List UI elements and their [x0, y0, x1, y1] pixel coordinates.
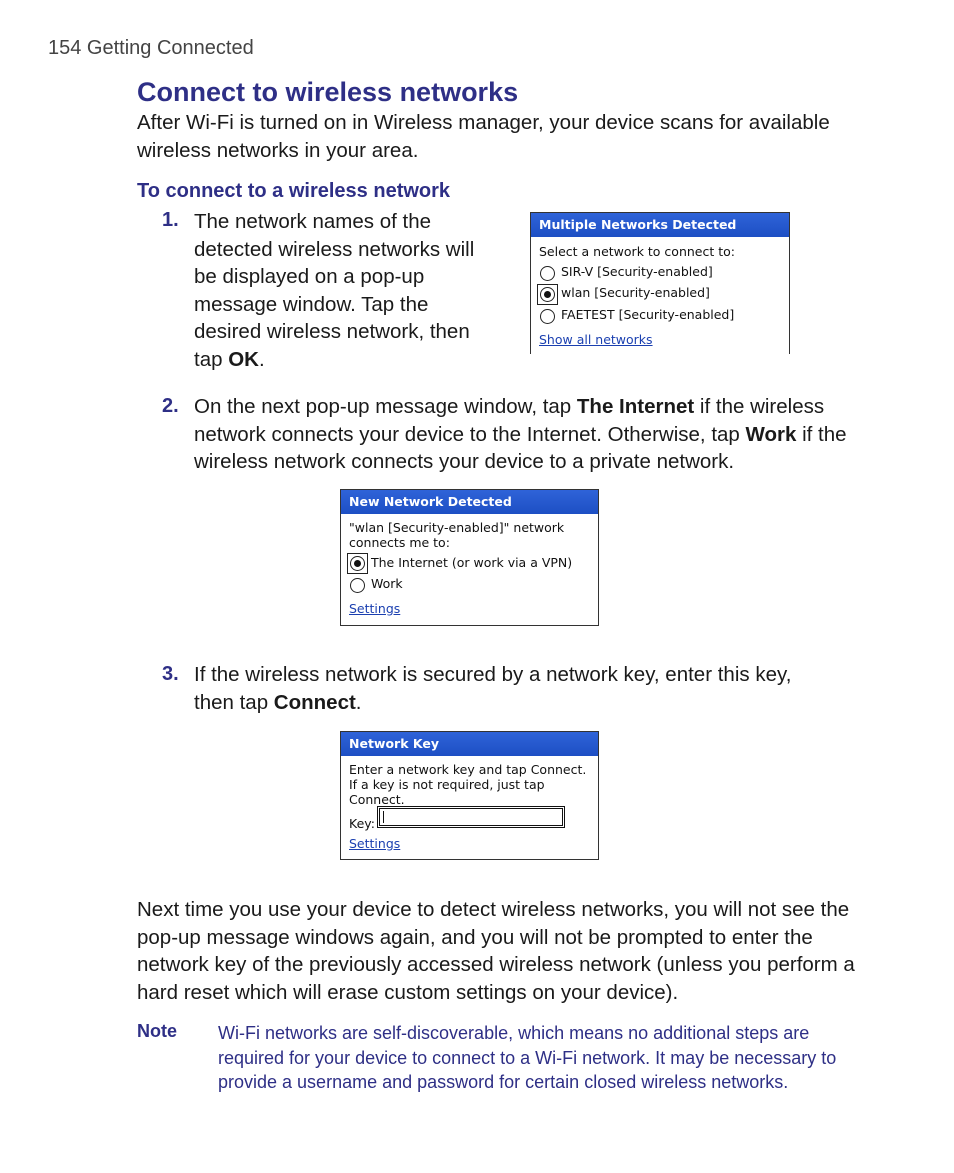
step-1-bold: OK: [228, 347, 259, 371]
network-key-dialog: [340, 731, 599, 860]
new-network-dialog: [340, 489, 599, 626]
dialog-prompt: Select a network to connect to:: [539, 244, 735, 259]
multiple-networks-dialog: [530, 212, 790, 354]
step-1-number: 1.: [162, 209, 179, 231]
procedure-heading: To connect to a wireless network: [137, 180, 451, 202]
radio-work[interactable]: [350, 578, 365, 593]
option-label: Work: [371, 576, 403, 591]
intro-paragraph: After Wi-Fi is turned on in Wireless manager, your device scans for available wireless networks in your area.: [137, 111, 830, 162]
show-all-networks-link[interactable]: Show all networks: [539, 332, 653, 347]
radio-wlan-selected[interactable]: [540, 287, 555, 302]
settings-link[interactable]: Settings: [349, 601, 401, 616]
dialog-title: New Network Detected: [341, 490, 598, 514]
dialog-prompt: "wlan [Security-enabled]" network connects me to:: [349, 520, 565, 550]
option-label: FAETEST [Security-enabled]: [561, 307, 735, 322]
dialog-title: Network Key: [341, 732, 598, 756]
step-3-text-b: .: [355, 690, 362, 714]
step-2-bold-a: The Internet: [576, 395, 695, 418]
key-input[interactable]: [377, 806, 565, 828]
running-head: 154 Getting Connected: [48, 37, 254, 59]
note-text: Wi-Fi networks are self-discoverable, which means no additional steps are required for your device to connect to a Wi-Fi network. It may be necessary to provide a username and password for certain closed wireless networks.: [218, 1023, 837, 1092]
step-2-text: [194, 393, 864, 476]
step-2-bold-b: Work: [745, 422, 797, 446]
closing-paragraph: Next time you use your device to detect wireless networks, you will not see the pop-up message windows again, and you will not be prompted to enter the network key of the previously accessed wireless network (unless you perform a hard reset which will erase custom settings on your device).: [137, 898, 855, 1004]
key-label: Key:: [349, 816, 375, 831]
step-3-bold: Connect: [273, 690, 356, 714]
settings-link[interactable]: Settings: [349, 836, 401, 851]
step-1-text-b: .: [258, 347, 265, 371]
step-2-text-b: if the wireless network connects your device to the Internet. Otherwise, tap: [194, 395, 825, 446]
step-2-number: 2.: [162, 395, 179, 417]
step-2-text-a: On the next pop-up message window, tap: [194, 395, 577, 418]
option-label: SIR-V [Security-enabled]: [561, 264, 713, 279]
option-label: wlan [Security-enabled]: [561, 285, 710, 300]
dialog-title: Multiple Networks Detected: [531, 213, 789, 237]
step-1-text-a: The network names of the detected wireless networks will be displayed on a pop-up message window. Tap the desired wireless network, then tap: [194, 210, 475, 371]
step-2-text-c: if the wireless network connects your device to a private network.: [194, 422, 847, 473]
step-3-text: [194, 661, 834, 716]
option-label: The Internet (or work via a VPN): [371, 555, 573, 570]
note-label: Note: [137, 1021, 177, 1041]
radio-faetest[interactable]: [540, 309, 555, 324]
dialog-prompt: Enter a network key and tap Connect. If a key is not required, just tap Connect.: [349, 762, 587, 807]
radio-internet-selected[interactable]: [350, 556, 365, 571]
radio-sir-v[interactable]: [540, 266, 555, 281]
section-title: Connect to wireless networks: [137, 77, 519, 107]
step-1-text: [194, 208, 494, 373]
text-cursor: [383, 811, 384, 823]
step-3-number: 3.: [162, 663, 179, 685]
step-3-text-a: If the wireless network is secured by a network key, enter this key, then tap: [194, 663, 792, 714]
